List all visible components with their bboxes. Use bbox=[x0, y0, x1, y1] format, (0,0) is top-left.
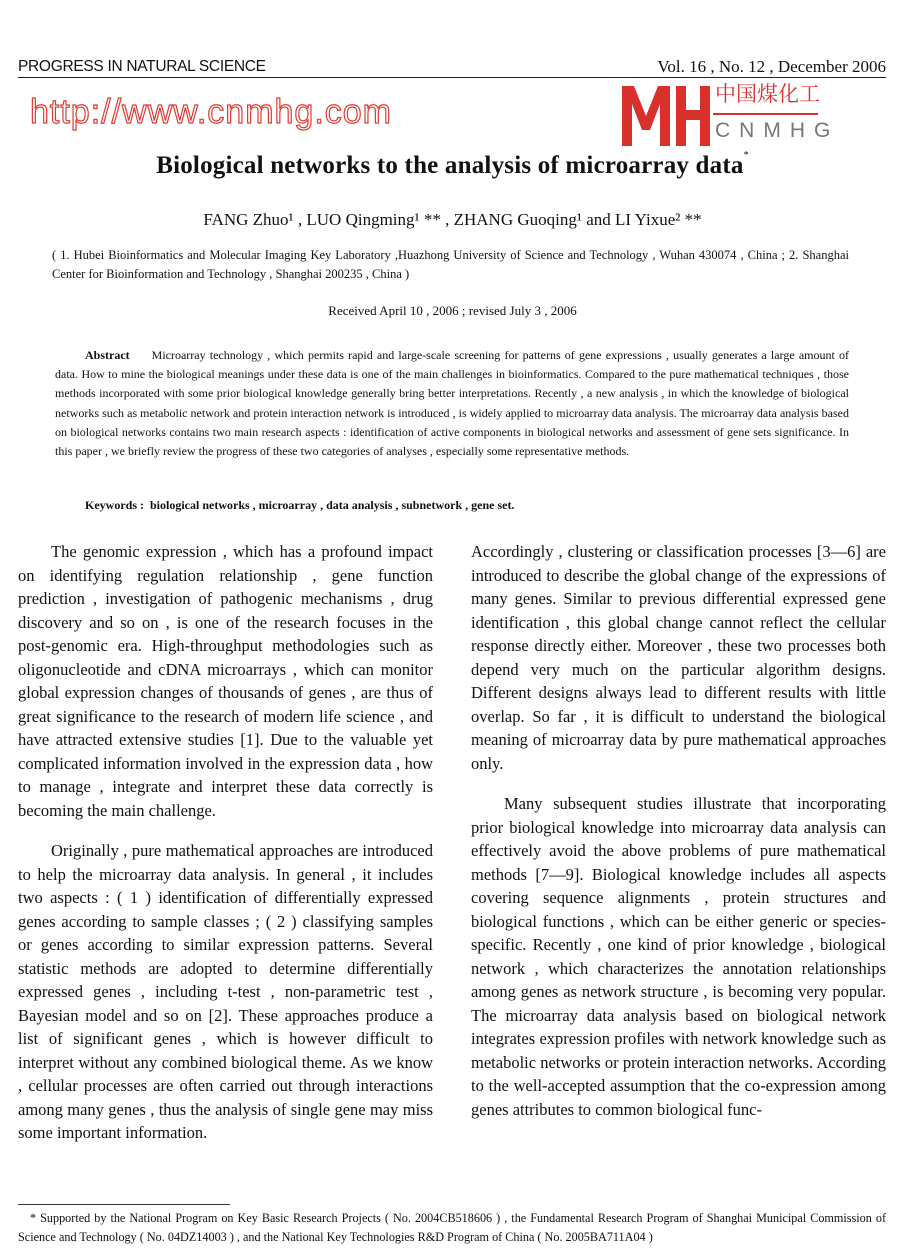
body-column-left bbox=[18, 540, 433, 1145]
paragraph: Accordingly , clustering or classification processes [3—6] are introduced to describe the global change of the expressions of many genes. Similar to previous differential expressed gene identification , this global change cannot reflect the cellular response directly either. Moreover , these two processes both depend very much on the particular algorithm designs. Different designs always lead to different results with little overlap. So far , it is difficult to understand the biological meaning of microarray data by pure mathematical approaches only. bbox=[471, 542, 886, 773]
watermark-url: http://www.cnmhg.com bbox=[30, 93, 393, 131]
title-text: Biological networks to the analysis of microarray data bbox=[156, 152, 744, 179]
authors: FANG Zhuo¹ , LUO Qingming¹ ** , ZHANG Guoqing¹ and LI Yixue² ** bbox=[203, 210, 702, 229]
abstract bbox=[55, 346, 849, 461]
footnote-rule bbox=[18, 1204, 230, 1205]
affiliations: ( 1. Hubei Bioinformatics and Molecular Imaging Key Laboratory ,Huazhong University of Science and Technology , Wuhan 430074 , China ; 2. Shanghai Center for Bioinformation and Technology , Shanghai 200235 , China ) bbox=[52, 248, 849, 281]
title-footnote-mark: * bbox=[743, 150, 749, 161]
issue-info: Vol. 16 , No. 12 , December 2006 bbox=[657, 57, 886, 76]
keywords-text: biological networks , microarray , data analysis , subnetwork , gene set. bbox=[150, 498, 515, 512]
abstract-text: Microarray technology , which permits rapid and large-scale screening for patterns of gene expressions , usually generates a large amount of data. How to mine the biological meanings under these data is one of the main challenges in bioinformatics. Compared to the pure mathematical techniques , those methods incorporated with some prior biological knowledge generally bring better interpretations. Recently , a new analysis , in which the knowledge of biological networks such as metabolic network and protein interaction network is introduced , is widely applied to microarray data analysis. The microarray data analysis based on biological networks contains two main research aspects : identification of active components in biological networks and assessment of gene sets significance. In this paper , we briefly review the progress of these two categories of analyses , especially some representative methods. bbox=[55, 348, 849, 459]
journal-name: PROGRESS IN NATURAL SCIENCE bbox=[18, 58, 266, 75]
paper-title bbox=[0, 152, 905, 180]
logo-chinese-text: 中国煤化工 bbox=[715, 82, 820, 106]
footnote: * Supported by the National Program on Key Basic Research Projects ( No. 2004CB518606 ) , the Fundamental Research Program of Shanghai Municipal Commission of Science and Technology ( No. 04DZ14003 ) , and the National Key Technologies R&D Program of China ( No. 2005BA711A04 ) bbox=[18, 1211, 886, 1244]
received-dates: Received April 10 , 2006 ; revised July 3 , 2006 bbox=[328, 303, 577, 318]
abstract-label: Abstract bbox=[85, 348, 130, 362]
cnmhg-logo bbox=[620, 82, 860, 148]
paragraph: Originally , pure mathematical approaches are introduced to help the microarray data analysis. In general , it includes two aspects : ( 1 ) identification of differentially expressed genes according to sample classes ; ( 2 ) classifying samples or genes according to similar expression patterns. Several statistic methods are adopted to determine differentially expressed genes , including t-test , non-parametric test , Bayesian model and so on [2]. These approaches produce a list of significant genes , which is however difficult to interpret without any combined biological theme. As we know , cellular processes are often carried out through interactions among many genes , thus the analysis of single gene may miss some important information. bbox=[18, 841, 433, 1142]
keywords-label: Keywords : bbox=[85, 498, 144, 512]
mh-logo-icon bbox=[620, 82, 712, 148]
body-column-right bbox=[471, 540, 886, 1121]
paragraph: Many subsequent studies illustrate that incorporating prior biological knowledge into microarray data analysis can effectively avoid the above problems of pure mathematical methods [7—9]. Biological knowledge includes all aspects covering sequence alignments , protein structures and biological functions , which can be either generic or species-specific. Recently , one kind of prior knowledge , biological network , which characterizes the annotation relationships among genes as network structure , is becoming very popular. The microarray data analysis based on biological network integrates expression profiles with network knowledge such as metabolic networks or protein interaction networks. According to the well-accepted assumption that the co-expression among genes attributes to common biological func- bbox=[471, 794, 886, 1119]
keywords bbox=[85, 498, 514, 513]
logo-divider bbox=[713, 113, 818, 115]
logo-english-text: CNMHG bbox=[715, 119, 840, 142]
paragraph: The genomic expression , which has a profound impact on identifying regulation relationship , gene function prediction , investigation of pathogenic mechanisms , drug discovery and so on , is one of the research focuses in the post-genomic era. High-throughput methodologies such as oligonucleotide and cDNA microarrays , which can monitor global expression changes of thousands of genes , are thus of great significance to the research of modern life science , and have attracted extensive studies [1]. Due to the valuable yet complicated information involved in the expression data , how to manage , integrate and interpret these data correctly is becoming the main challenge. bbox=[18, 542, 433, 820]
header-rule bbox=[18, 77, 886, 78]
